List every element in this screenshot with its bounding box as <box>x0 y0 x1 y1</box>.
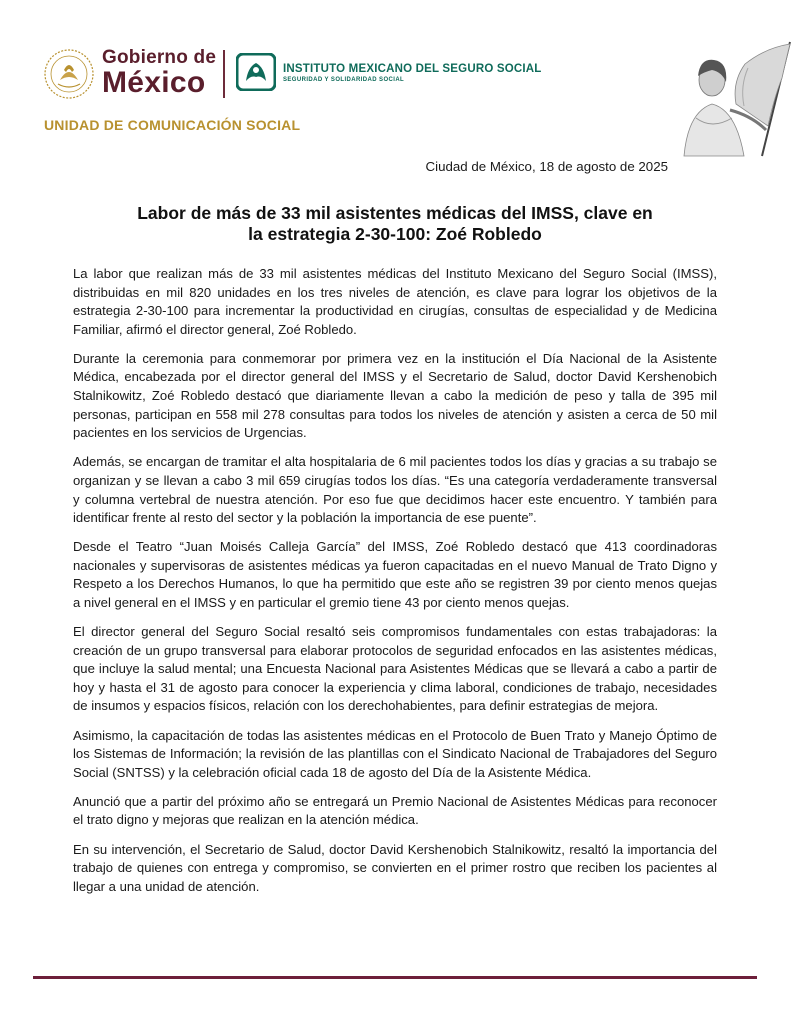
unit-label: UNIDAD DE COMUNICACIÓN SOCIAL <box>44 117 301 133</box>
paragraph: Asimismo, la capacitación de todas las asistentes médicas en el Protocolo de Buen Trato y Manejo Óptimo de los Sistemas de Información; la revisión de las plantillas con el Sindicato Nacional de Trabajadores del Seguro Social (SNTSS) y la celebración oficial cada 18 de agosto del Día de la Asistente Médica. <box>73 727 717 780</box>
press-body <box>73 265 717 907</box>
paragraph: La labor que realizan más de 33 mil asistentes médicas del Instituto Mexicano del Seguro Social (IMSS), distribuidas en mil 820 unidades en los tres niveles de atención, es clave para lograr los objetivos de la estrategia 2-30-100 para incrementar la productividad en cirugías, consultas de especialidad y de Medicina Familiar, afirmó el director general, Zoé Robledo. <box>73 266 717 337</box>
paragraph: Desde el Teatro “Juan Moisés Calleja García” del IMSS, Zoé Robledo destacó que 413 coordinadoras nacionales y supervisoras de asistentes médicas ya fueron capacitadas en el nuevo Manual de Trato Digno y Respeto a los Derechos Humanos, lo que ha permitido que este año se registren 39 por ciento menos quejas a nivel general en el IMSS y en particular el gremio tiene 43 por ciento menos quejas. <box>73 539 717 610</box>
dateline: Ciudad de México, 18 de agosto de 2025 <box>425 159 668 174</box>
letterhead <box>40 36 780 116</box>
header-separator <box>223 50 225 98</box>
title-line1: Labor de más de 33 mil asistentes médicas del IMSS, clave en <box>137 203 653 223</box>
title-line2: la estrategia 2-30-100: Zoé Robledo <box>248 224 542 244</box>
imss-wordmark <box>283 63 542 85</box>
paragraph: El director general del Seguro Social resaltó seis compromisos fundamentales con estas trabajadoras: la creación de un grupo transversal para elaborar protocolos de seguridad enfocados en las asistentes médicas, que incluye la salud mental; una Encuesta Nacional para Asistentes Médicas que se llevará a cabo a partir de hoy y hasta el 31 de agosto para conocer la experiencia y clima laboral, condiciones de trabajo, necesidades de insumos y espacios físicos, relación con los derechohabientes, para definir estrategias de mejora. <box>73 624 717 714</box>
paragraph: En su intervención, el Secretario de Salud, doctor David Kershenobich Stalnikowitz, resaltó la importancia del trabajo de quienes con entrega y compromiso, se convierten en el primer rostro que reciben los pacientes al llegar a una unidad de atención. <box>73 841 717 894</box>
gobierno-wordmark <box>102 48 216 98</box>
press-title <box>60 203 730 245</box>
paragraph: Además, se encargan de tramitar el alta hospitalaria de 6 mil pacientes todos los días y gracias a su trabajo se organizan y se llevan a cabo 3 mil 659 cirugías todos los días. “Es una categoría verdaderamente transversal y columna vertebral de nuestra atención. Por eso fue que decidimos hacer este encuentro. Y también para identificar frente al resto del sector y la población la importancia de ese puente”. <box>73 454 717 526</box>
mexico-seal-icon <box>42 44 96 102</box>
imss-eagle-icon <box>236 53 276 91</box>
footer-rule <box>33 976 757 979</box>
imss-line1: INSTITUTO MEXICANO DEL SEGURO SOCIAL <box>283 63 542 75</box>
woman-with-flag-illustration <box>640 38 791 158</box>
gobierno-line1: Gobierno de <box>102 47 217 68</box>
gobierno-line2: México <box>102 66 206 99</box>
paragraph: Durante la ceremonia para conmemorar por primera vez en la institución el Día Nacional de la Asistente Médica, encabezada por el director general del IMSS y el Secretario de Salud, doctor David Kershenobich Stalnikowitz, Zoé Robledo destacó que diariamente llevan a cabo la medición de peso y talla de 395 mil personas, participan en 558 mil 278 consultas para todos los niveles de atención y asisten a cerca de 50 mil pacientes en los servicios de Urgencias. <box>73 350 717 441</box>
imss-line2: SEGURIDAD Y SOLIDARIDAD SOCIAL <box>283 77 405 83</box>
paragraph: Anunció que a partir del próximo año se entregará un Premio Nacional de Asistentes Médicas para reconocer el trato digno y mejoras que realizan en la atención médica. <box>73 793 717 828</box>
